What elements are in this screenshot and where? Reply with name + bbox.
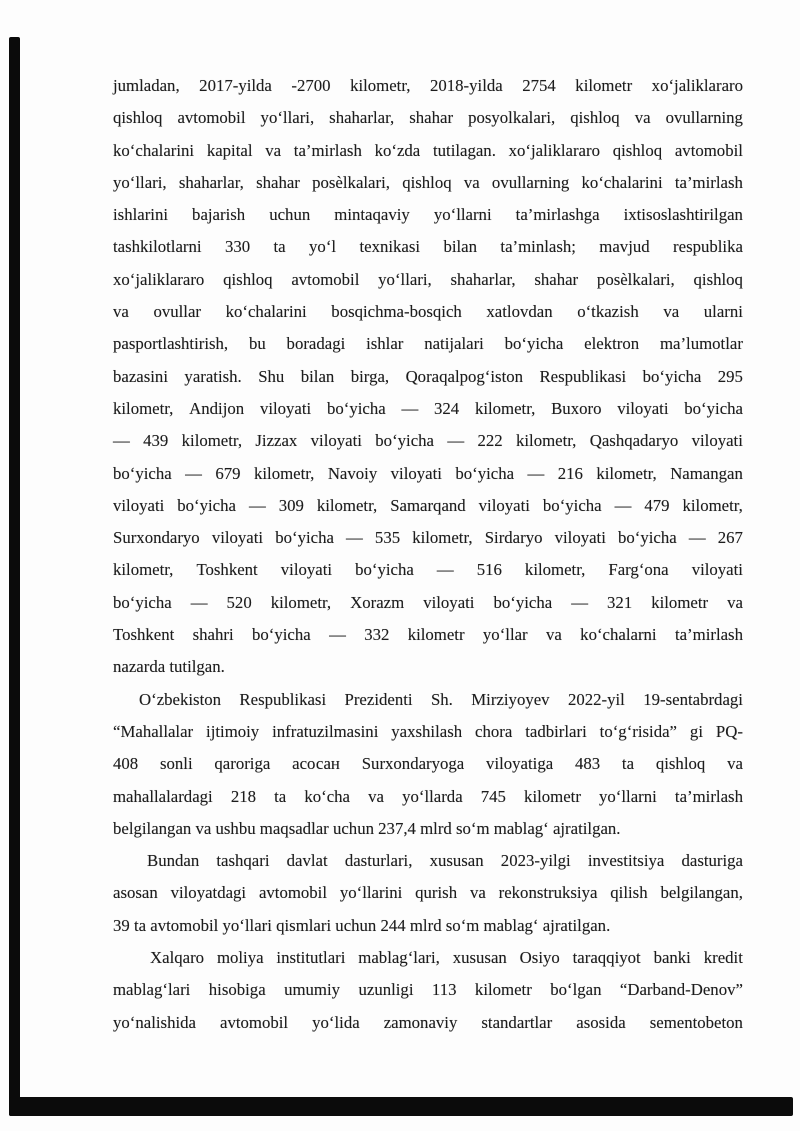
word: PQ-: [715, 721, 743, 741]
word: oʻtkazish: [577, 302, 639, 322]
word: yoʻllarni: [599, 786, 657, 806]
word: -2700: [291, 76, 331, 95]
word: va: [113, 302, 129, 322]
text-line: [113, 393, 743, 425]
word: asosan: [113, 883, 158, 903]
word: va: [634, 108, 651, 128]
word: koʻcha: [304, 786, 351, 806]
word: yoʻllarni: [433, 205, 492, 225]
word: sementobeton: [649, 1012, 743, 1032]
word: uchun: [269, 205, 311, 225]
word: 19-sentabrdagi: [643, 689, 743, 709]
text-line: [113, 942, 743, 974]
word: ta’minlash;: [500, 237, 576, 257]
word: institutlari: [276, 948, 346, 968]
word: investitsiya: [587, 851, 665, 871]
text-line: [113, 425, 743, 457]
word: va: [545, 625, 562, 645]
word: bazasini: [113, 366, 168, 386]
word: boʻyicha: [542, 495, 602, 515]
word: kilometr: [651, 592, 709, 612]
word: 2022-yil: [567, 689, 625, 709]
word: boʻyicha: [684, 398, 743, 418]
word: —: [436, 560, 454, 580]
text-line: nazarda tutilgan.: [113, 657, 225, 677]
word: taraqqiyot: [572, 948, 641, 968]
word: kilometr,: [524, 560, 586, 580]
word: va: [368, 786, 384, 806]
word: qishloq: [693, 269, 743, 289]
word: 332: [364, 625, 390, 645]
word: 2023-yilgi: [500, 851, 571, 871]
text-line: [113, 845, 743, 877]
word: avtomobil: [258, 883, 327, 903]
text-line: [113, 684, 743, 716]
word: bajarish: [192, 205, 246, 225]
word: kilometr,: [515, 431, 577, 451]
word: “Mahallalar: [113, 721, 194, 741]
word: “Darband-Denov”: [619, 980, 743, 1000]
word: —: [527, 463, 545, 483]
word: xoʻjaliklararo: [113, 269, 205, 289]
word: ta’mirlash: [674, 625, 743, 645]
word: yoʻllarda: [402, 786, 463, 806]
word: davlat: [286, 851, 328, 871]
text-line: [113, 458, 743, 490]
word: Oʻzbekiston: [139, 689, 222, 709]
word: kilometr,: [316, 495, 378, 515]
word: kilometr: [524, 786, 581, 806]
word: gi: [689, 721, 703, 741]
word: qilish: [610, 883, 648, 903]
word: koʻchalarini: [581, 172, 663, 192]
scan-edge-bottom-bar: [9, 1097, 793, 1116]
word: kilometr: [575, 76, 633, 95]
word: qishloq: [223, 269, 273, 289]
word: bilan: [300, 366, 335, 386]
word: toʻgʻrisida”: [599, 721, 678, 741]
word: rekonstruksiya: [498, 883, 598, 903]
word: boʻyicha: [375, 431, 434, 451]
word: ta: [273, 237, 286, 257]
word: qishloq: [402, 172, 452, 192]
text-line: [113, 102, 743, 134]
word: 439: [143, 431, 169, 451]
word: kilometr,: [113, 560, 174, 580]
word: moliya: [216, 948, 264, 968]
word: Toshkent: [196, 560, 258, 580]
word: ijtimoiy: [206, 721, 260, 741]
word: avtomobil: [291, 269, 360, 289]
word: boʻyicha: [504, 334, 564, 354]
word: Sh.: [430, 689, 453, 709]
word: 222: [477, 431, 503, 451]
word: tadbirlari: [525, 721, 587, 741]
text-line: 39 ta avtomobil yoʻllari qismlari uchun 244 mlrd soʻm mablagʻ ajratilgan.: [113, 915, 611, 935]
word: kilometr,: [350, 76, 411, 95]
word: Xalqaro: [150, 948, 205, 968]
word: yoʻlida: [312, 1012, 360, 1032]
word: 535: [374, 528, 401, 548]
word: banki: [653, 948, 691, 968]
word: va: [463, 172, 480, 192]
text-line: [113, 231, 743, 263]
text-line: [113, 877, 743, 909]
word: ta’mirlash: [674, 172, 743, 192]
word: natijalari: [424, 334, 484, 354]
word: qurish: [415, 883, 458, 903]
word: Mirziyoyev: [471, 689, 550, 709]
word: Andijon: [189, 398, 245, 418]
word: —: [113, 431, 130, 451]
text-line: [113, 361, 743, 393]
word: belgilangan,: [660, 883, 743, 903]
word: ta’mirlash: [293, 140, 362, 160]
word: 483: [574, 754, 601, 774]
word: qishloq: [655, 754, 706, 774]
word: асосан: [292, 754, 340, 774]
text-line: [113, 490, 743, 522]
word: Qashqadaryo: [589, 431, 679, 451]
word: boʻyicha: [326, 398, 386, 418]
text-line: [113, 716, 743, 748]
word: kilometr,: [270, 592, 332, 612]
word: Shu: [258, 366, 285, 386]
word: 330: [224, 237, 251, 257]
word: Respublikasi: [239, 689, 327, 709]
word: Xorazm: [350, 592, 405, 612]
word: kilometr: [474, 980, 532, 1000]
word: ovullarning: [665, 108, 743, 128]
text-line: [113, 748, 743, 780]
word: Sirdaryo: [484, 528, 543, 548]
word: —: [401, 398, 419, 418]
text-line: [113, 554, 743, 586]
word: avtomobil: [177, 108, 246, 128]
word: boʻyicha: [177, 495, 236, 515]
word: dasturiga: [681, 851, 743, 871]
word: —: [346, 528, 363, 548]
word: Jizzax: [255, 431, 298, 451]
word: 679: [215, 463, 241, 483]
word: —: [614, 495, 632, 515]
word: —: [688, 528, 706, 548]
word: Navoiy: [327, 463, 378, 483]
text-line: [113, 135, 743, 167]
word: ta: [274, 786, 287, 806]
text-line: [113, 974, 743, 1006]
word: viloyati: [423, 592, 475, 612]
word: viloyati: [280, 560, 333, 580]
word: avtomobil: [220, 1012, 289, 1032]
word: qaroriga: [214, 754, 271, 774]
word: viloyatiga: [486, 754, 554, 774]
text-line: [113, 587, 743, 619]
word: boʻyicha: [493, 592, 553, 612]
word: umumiy: [284, 980, 341, 1000]
word: qishloq: [612, 140, 663, 160]
word: Buxoro: [551, 398, 602, 418]
word: ixtisoslashtirilgan: [623, 205, 743, 225]
text-line: [113, 781, 743, 813]
word: jumladan,: [113, 76, 180, 95]
word: 520: [226, 592, 252, 612]
word: shahar: [534, 269, 579, 289]
document-text: [113, 70, 743, 1039]
word: tutilagan.: [432, 140, 496, 160]
word: 216: [557, 463, 583, 483]
word: bu: [248, 334, 266, 354]
word: xususan: [452, 948, 507, 968]
word: viloyati: [113, 495, 165, 515]
word: ishlar: [366, 334, 404, 354]
word: kapital: [206, 140, 253, 160]
word: hisobiga: [208, 980, 266, 1000]
word: boʻyicha: [355, 560, 414, 580]
word: Toshkent: [113, 625, 175, 645]
word: infratuzilmasini: [272, 721, 379, 741]
word: mahallalardagi: [113, 786, 213, 806]
word: —: [190, 592, 208, 612]
word: boʻyicha: [455, 463, 515, 483]
word: kilometr,: [682, 495, 743, 515]
word: boʻyicha: [642, 366, 702, 386]
word: —: [185, 463, 202, 483]
word: Bundan: [147, 851, 200, 871]
word: xoʻjaliklararo: [651, 76, 743, 95]
word: 218: [230, 786, 256, 806]
word: koʻchalarni: [580, 625, 657, 645]
word: tashqari: [216, 851, 270, 871]
word: 295: [717, 366, 743, 386]
word: Respublikasi: [539, 366, 627, 386]
word: boʻyicha: [113, 592, 172, 612]
word: standartlar: [481, 1012, 553, 1032]
text-line: [113, 522, 743, 554]
word: uzunligi: [358, 980, 414, 1000]
word: ta’mirlash: [674, 786, 743, 806]
word: kilometr,: [253, 463, 315, 483]
text-line: [113, 70, 743, 102]
word: avtomobil: [674, 140, 743, 160]
word: Samarqand: [390, 495, 466, 515]
word: 113: [431, 980, 457, 1000]
word: yoʻnalishida: [113, 1012, 196, 1032]
word: shaharlar,: [178, 172, 244, 192]
word: —: [447, 431, 465, 451]
word: boʻyicha: [252, 625, 311, 645]
word: texnikasi: [359, 237, 421, 257]
word: Namangan: [670, 463, 743, 483]
word: xususan: [429, 851, 484, 871]
word: yoʻllari,: [113, 172, 167, 192]
word: mablagʻlari: [113, 980, 191, 1000]
text-line: [113, 1007, 743, 1039]
word: posèlkalari,: [312, 172, 390, 192]
text-line: belgilangan va ushbu maqsadlar uchun 237,4 mlrd soʻm mablagʻ ajratilgan.: [113, 818, 621, 838]
word: asosida: [576, 1012, 626, 1032]
word: Surxondaryoga: [361, 754, 465, 774]
word: ta’mirlashga: [515, 205, 600, 225]
word: sonli: [159, 754, 193, 774]
word: shahri: [192, 625, 234, 645]
word: boʻyicha: [275, 528, 334, 548]
word: —: [571, 592, 589, 612]
word: chora: [475, 721, 513, 741]
word: zamonaviy: [383, 1012, 458, 1032]
word: yoʻllari,: [378, 269, 432, 289]
word: kredit: [703, 948, 743, 968]
word: va: [469, 883, 486, 903]
word: kilometr,: [181, 431, 243, 451]
word: boʻlgan: [550, 980, 602, 1000]
word: ularni: [703, 302, 743, 322]
word: Surxondaryo: [113, 528, 200, 548]
word: 479: [644, 495, 670, 515]
word: birga,: [350, 366, 390, 386]
word: yoʻllarini: [339, 883, 403, 903]
word: viloyati: [691, 560, 743, 580]
word: 309: [278, 495, 304, 515]
word: mavjud: [599, 237, 650, 257]
word: 321: [607, 592, 633, 612]
word: bilan: [443, 237, 478, 257]
word: dasturlari,: [344, 851, 413, 871]
word: va: [727, 754, 743, 774]
word: kilometr,: [113, 398, 174, 418]
word: 745: [480, 786, 506, 806]
word: yoʻllari,: [260, 108, 315, 128]
word: xoʻjaliklararo: [508, 140, 600, 160]
word: viloyati: [259, 398, 312, 418]
text-line: [113, 167, 743, 199]
word: 408: [113, 754, 139, 774]
word: kilometr,: [412, 528, 473, 548]
word: boradagi: [286, 334, 346, 354]
word: Qoraqalpogʻiston: [405, 366, 524, 386]
word: 324: [434, 398, 460, 418]
word: boʻyicha: [618, 528, 677, 548]
word: Fargʻona: [608, 560, 669, 580]
word: 2754: [522, 76, 556, 95]
word: koʻchalarini: [225, 302, 307, 322]
word: viloyati: [617, 398, 669, 418]
word: shaharlar,: [329, 108, 395, 128]
word: va: [265, 140, 282, 160]
word: ovullarning: [491, 172, 570, 192]
word: —: [248, 495, 266, 515]
text-line: [113, 619, 743, 651]
word: ma’lumotlar: [659, 334, 743, 354]
word: tashkilotlarni: [113, 237, 202, 257]
word: yaratish.: [184, 366, 242, 386]
word: posyolkalari,: [468, 108, 556, 128]
word: viloyati: [478, 495, 530, 515]
word: va: [727, 592, 743, 612]
word: —: [329, 625, 346, 645]
word: qishloq: [570, 108, 620, 128]
word: yaxshilash: [391, 721, 463, 741]
word: shahar: [409, 108, 454, 128]
word: koʻzda: [374, 140, 421, 160]
word: yoʻllar: [482, 625, 528, 645]
word: shaharlar,: [450, 269, 516, 289]
word: viloyati: [211, 528, 264, 548]
word: viloyati: [691, 431, 743, 451]
word: Prezidenti: [344, 689, 413, 709]
word: 516: [476, 560, 502, 580]
word: shahar: [256, 172, 300, 192]
word: qishloq: [113, 108, 163, 128]
word: viloyati: [554, 528, 606, 548]
word: 2017-yilda: [199, 76, 272, 95]
word: va: [663, 302, 680, 322]
word: viloyati: [390, 463, 442, 483]
word: viloyatdagi: [170, 883, 247, 903]
word: kilometr,: [596, 463, 657, 483]
word: elektron: [584, 334, 640, 354]
word: ta: [621, 754, 635, 774]
word: 267: [717, 528, 743, 548]
text-line: [113, 199, 743, 231]
text-line: [113, 328, 743, 360]
text-line: [113, 296, 743, 328]
word: posèlkalari,: [596, 269, 675, 289]
word: mablagʻlari,: [358, 948, 440, 968]
word: ovullar: [153, 302, 201, 322]
word: 2018-yilda: [429, 76, 503, 95]
word: viloyati: [310, 431, 362, 451]
scan-edge-left-bar: [9, 37, 20, 1116]
word: mintaqaviy: [334, 205, 410, 225]
word: Osiyo: [519, 948, 560, 968]
word: xatlovdan: [486, 302, 553, 322]
word: yoʻl: [309, 237, 337, 257]
word: koʻchalarini: [113, 140, 195, 160]
word: respublika: [673, 237, 743, 257]
text-line: [113, 264, 743, 296]
word: ishlarini: [113, 205, 168, 225]
word: kilometr: [407, 625, 465, 645]
word: kilometr,: [474, 398, 536, 418]
word: pasportlashtirish,: [113, 334, 229, 354]
word: bosqichma-bosqich: [331, 302, 462, 322]
word: boʻyicha: [113, 463, 172, 483]
